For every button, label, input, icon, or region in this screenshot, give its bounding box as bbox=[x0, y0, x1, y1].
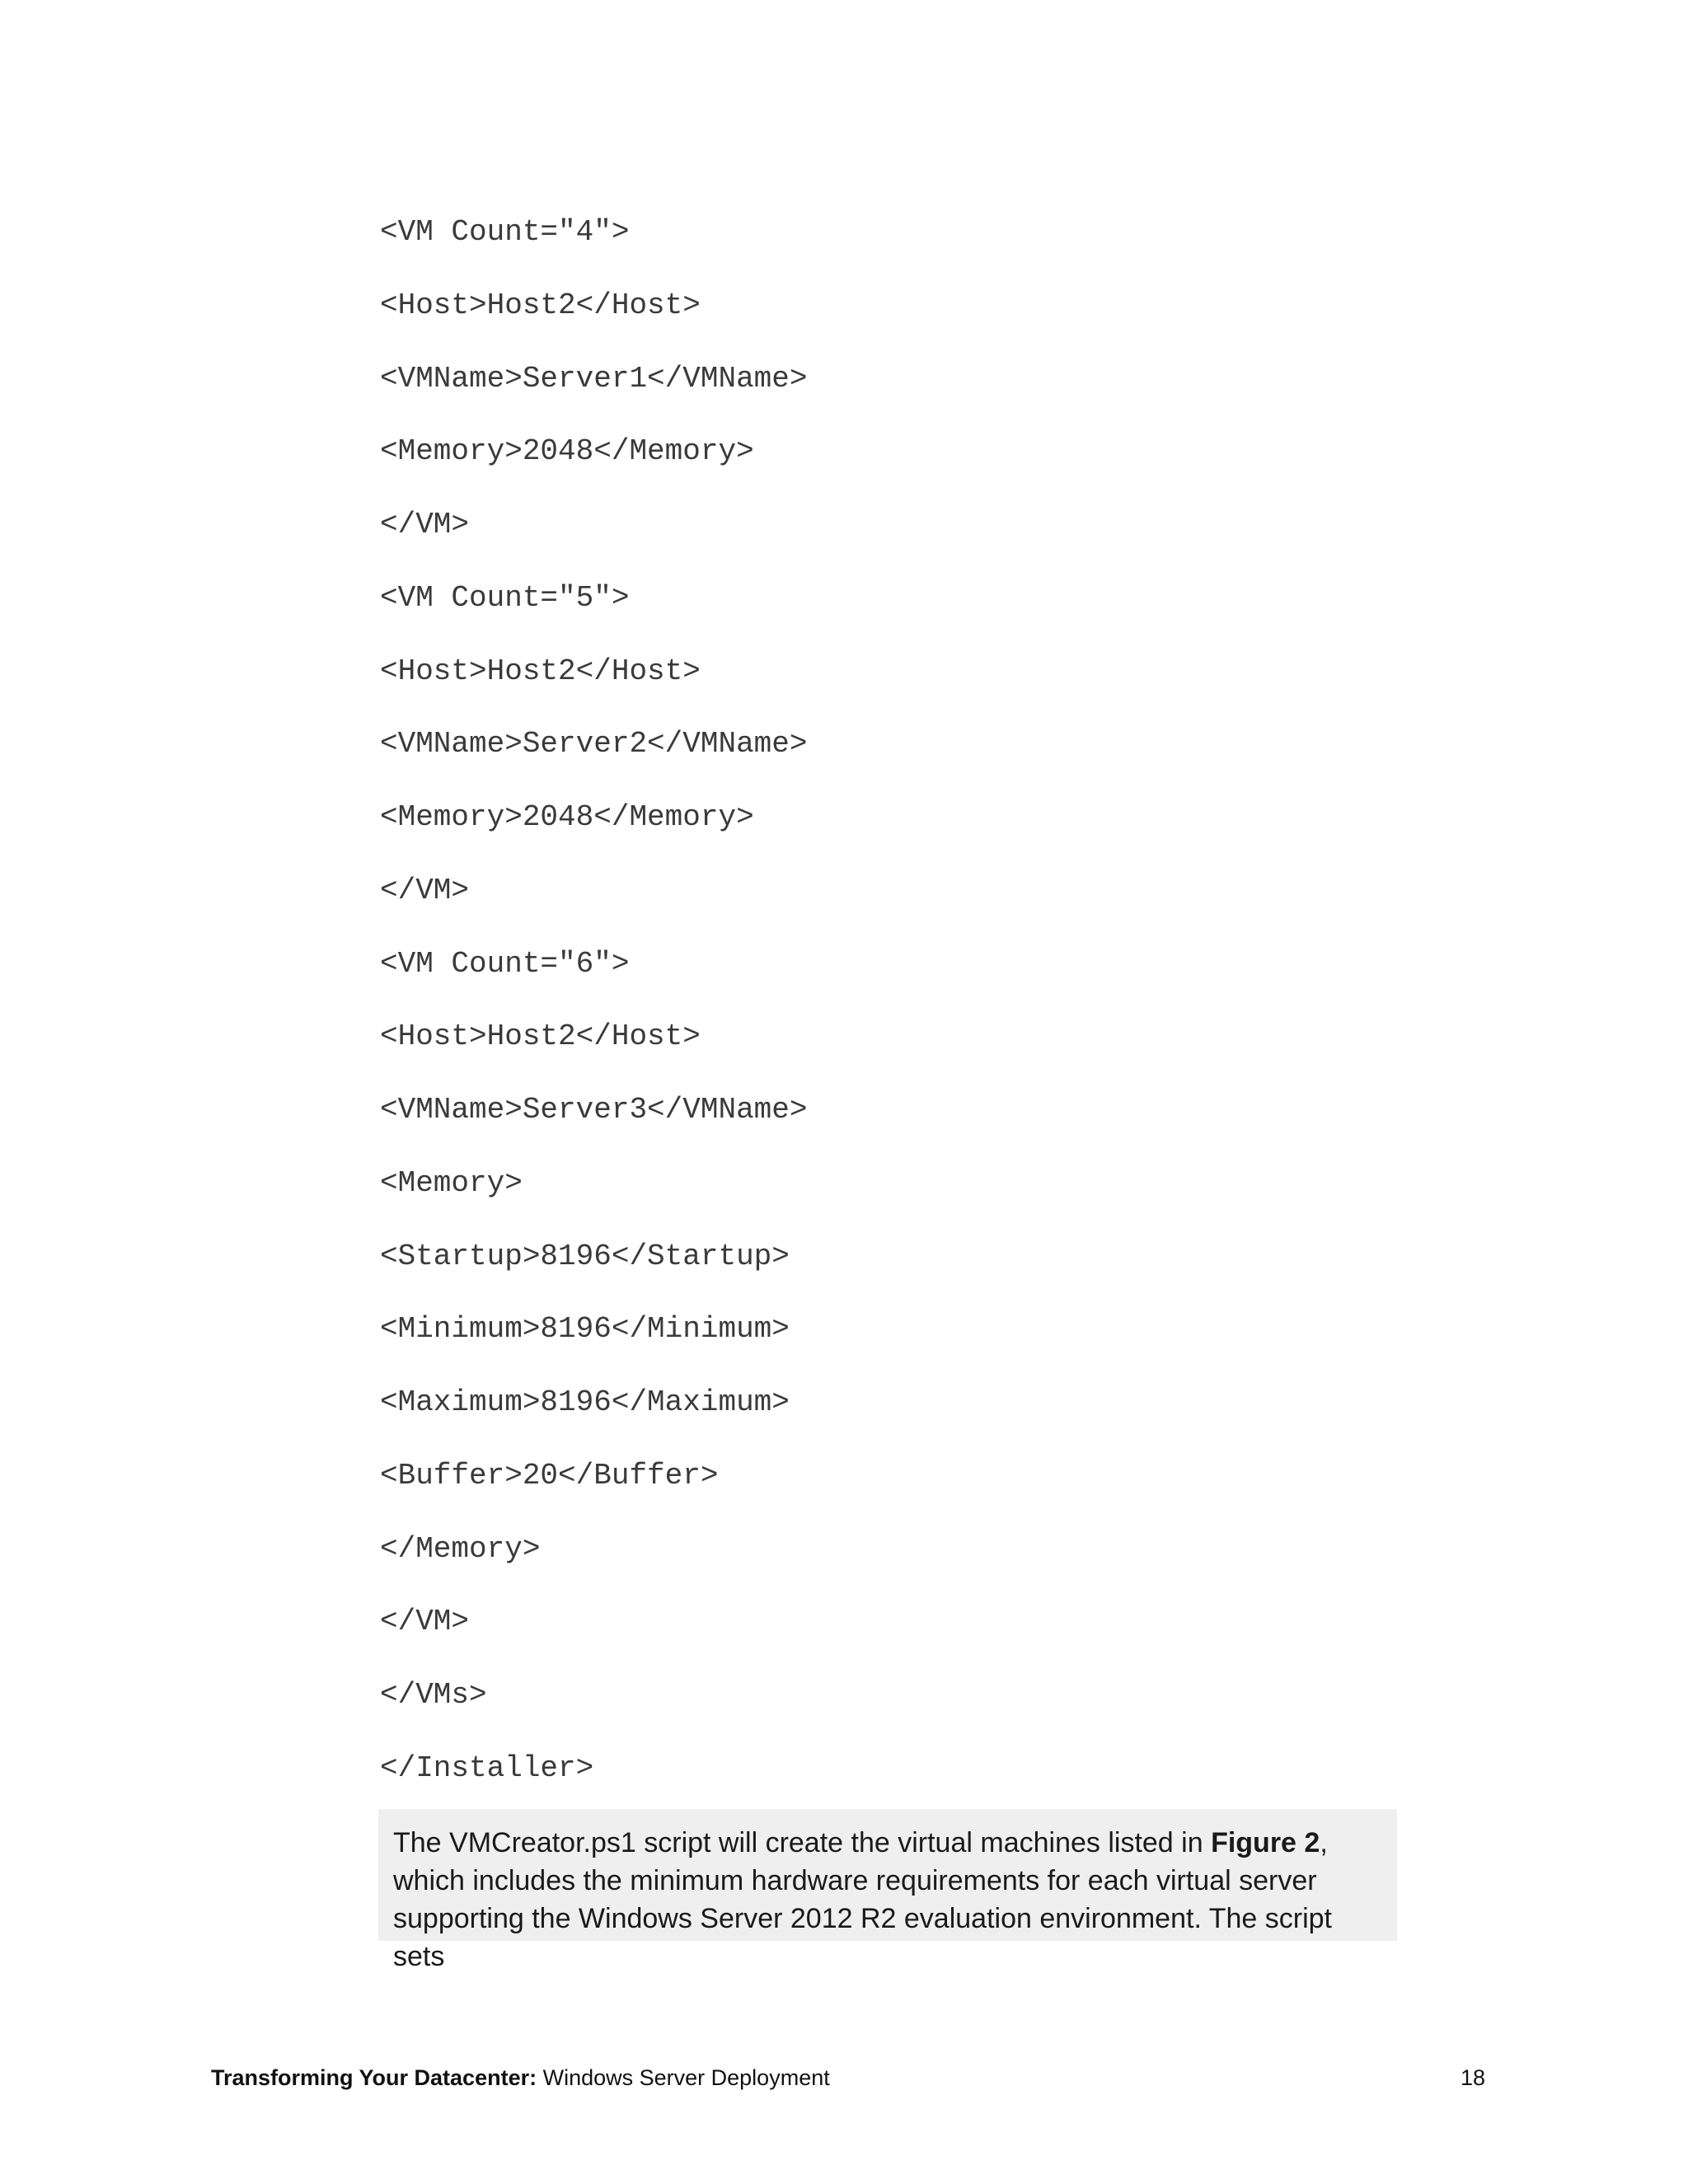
callout-box bbox=[378, 1809, 1397, 1972]
code-line: <Maximum>8196</Maximum> bbox=[380, 1385, 790, 1419]
code-line: <VM Count="5"> bbox=[380, 580, 630, 615]
code-line: <Memory>2048</Memory> bbox=[380, 434, 754, 469]
code-line: <Memory>2048</Memory> bbox=[380, 800, 754, 834]
footer-title-rest: Windows Server Deployment bbox=[537, 2065, 830, 2090]
code-line: <Host>Host2</Host> bbox=[380, 654, 701, 688]
code-line: </VM> bbox=[380, 873, 470, 907]
footer-title-bold: Transforming Your Datacenter: bbox=[211, 2065, 537, 2090]
figure-reference: Figure 2 bbox=[1211, 1827, 1320, 1858]
code-line: <Minimum>8196</Minimum> bbox=[380, 1312, 790, 1347]
code-line: <VMName>Server1</VMName> bbox=[380, 361, 808, 396]
code-line: <Startup>8196</Startup> bbox=[380, 1239, 790, 1273]
footer-title bbox=[211, 2065, 830, 2091]
code-line: <VMName>Server3</VMName> bbox=[380, 1093, 808, 1127]
code-line: </VMs> bbox=[380, 1678, 487, 1712]
code-line: <Memory> bbox=[380, 1165, 523, 1200]
callout-text-after: , which includes the minimum hardware requirements for each virtual server supporting the Windows Server 2012 R2 evaluation environment. The script sets bbox=[393, 1827, 1332, 1972]
code-line: <Host>Host2</Host> bbox=[380, 1019, 701, 1054]
code-line: <Buffer>20</Buffer> bbox=[380, 1458, 719, 1493]
code-line: <VM Count="6"> bbox=[380, 946, 630, 981]
code-line: <VM Count="4"> bbox=[380, 215, 630, 249]
callout-paragraph bbox=[393, 1824, 1390, 1975]
page-number: 18 bbox=[1460, 2065, 1485, 2090]
code-line: <VMName>Server2</VMName> bbox=[380, 727, 808, 762]
code-line: </Installer> bbox=[380, 1750, 594, 1785]
xml-code-block bbox=[380, 196, 807, 1806]
code-line: <Host>Host2</Host> bbox=[380, 288, 701, 322]
code-line: </Memory> bbox=[380, 1531, 541, 1566]
callout-text-before: The VMCreator.ps1 script will create the virtual machines listed in bbox=[393, 1827, 1212, 1858]
code-line: </VM> bbox=[380, 508, 470, 541]
code-line: </VM> bbox=[380, 1605, 470, 1639]
